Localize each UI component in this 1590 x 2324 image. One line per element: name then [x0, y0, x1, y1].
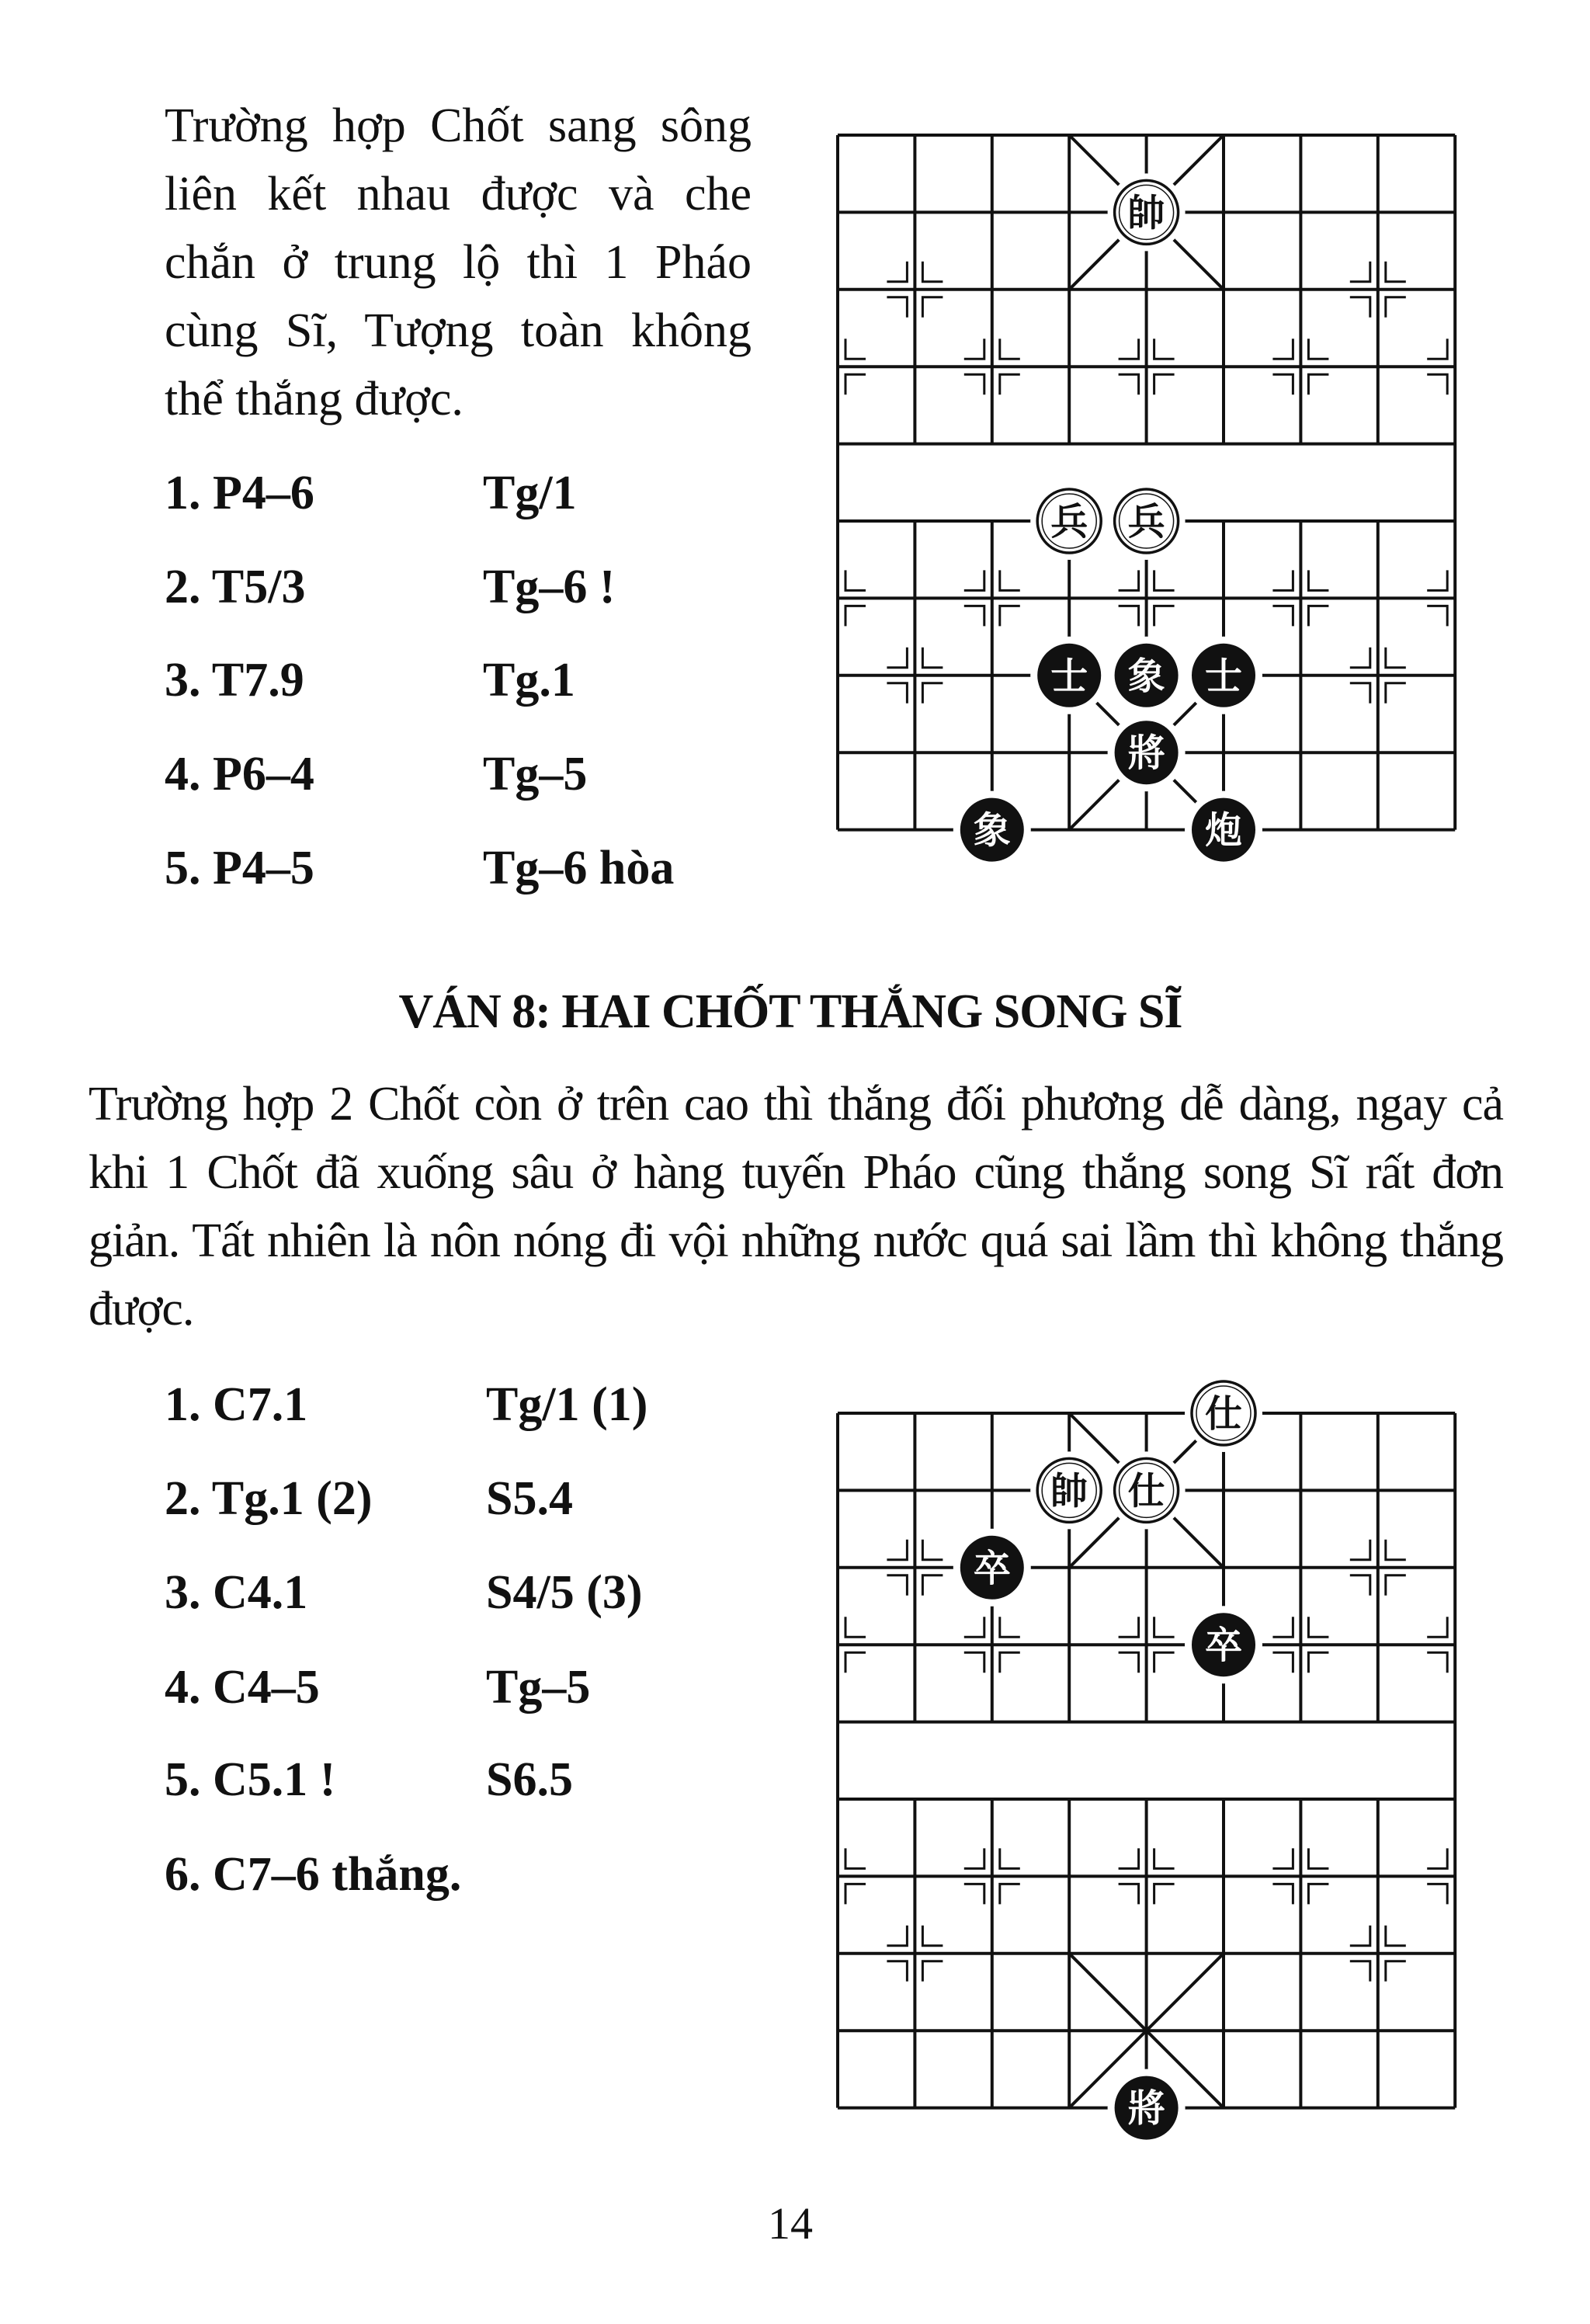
position-marker: [1350, 1926, 1370, 1946]
position-marker: [1386, 683, 1406, 703]
intro-paragraph: Trường hợp Chốt sang sông liên kết nhau được và che chắn ở trung lộ thì 1 Pháo cùng Sĩ, Tượng toàn không thể thắng được.: [165, 99, 752, 426]
position-marker: [1386, 262, 1406, 282]
piece-label: 兵: [1127, 500, 1165, 544]
position-marker: [845, 1848, 866, 1868]
xiangqi-board-2: [838, 1392, 1455, 2131]
position-marker: [1119, 339, 1139, 359]
piece-white: [1185, 1374, 1262, 1452]
position-marker: [964, 1652, 984, 1673]
xiangqi-board-1: [838, 135, 1455, 853]
position-marker: [1386, 1926, 1406, 1946]
position-marker: [1119, 1848, 1139, 1868]
position-marker: [922, 1926, 943, 1946]
position-marker: [922, 262, 943, 282]
position-marker: [1427, 570, 1447, 590]
position-marker: [1350, 1961, 1370, 1982]
position-marker: [1000, 1617, 1020, 1637]
position-marker: [964, 570, 984, 590]
piece-label: 將: [1127, 731, 1165, 776]
intro-move-4-black: Tg–5: [483, 748, 588, 801]
game8-move-2-black: S5.4: [486, 1472, 573, 1525]
position-marker: [1154, 570, 1175, 590]
position-marker: [1272, 606, 1293, 626]
position-marker: [1427, 1884, 1447, 1904]
position-marker: [845, 1652, 866, 1673]
position-marker: [1000, 1652, 1020, 1673]
position-marker: [1119, 570, 1139, 590]
position-marker: [1119, 1617, 1139, 1637]
position-marker: [922, 683, 943, 703]
position-marker: [1308, 374, 1328, 394]
position-marker: [1119, 1884, 1139, 1904]
position-marker: [1272, 1848, 1293, 1868]
position-marker: [845, 1884, 866, 1904]
position-marker: [1000, 570, 1020, 590]
intro-move-1-white: 1. P4–6: [165, 467, 314, 519]
piece-black: [1185, 637, 1262, 714]
piece-black: [1108, 637, 1186, 714]
position-marker: [845, 606, 866, 626]
position-marker: [1119, 606, 1139, 626]
game8-move-1-white: 1. C7.1: [165, 1378, 308, 1431]
position-marker: [1000, 374, 1020, 394]
position-marker: [1350, 1540, 1370, 1560]
piece-label: 卒: [1204, 1624, 1243, 1668]
position-marker: [1000, 606, 1020, 626]
position-marker: [887, 648, 907, 668]
game8-move-5-white: 5. C5.1 !: [165, 1753, 336, 1806]
intro-move-5-white: 5. P4–5: [165, 842, 314, 895]
position-marker: [1427, 1848, 1447, 1868]
position-marker: [1427, 1617, 1447, 1637]
game8-move-4-white: 4. C4–5: [165, 1661, 320, 1714]
position-marker: [1350, 683, 1370, 703]
piece-label: 士: [1204, 654, 1243, 698]
section-heading: VÁN 8: HAI CHỐT THẮNG SONG SĨ: [398, 985, 1182, 1038]
game8-move-1-black: Tg/1 (1): [486, 1378, 648, 1431]
position-marker: [1000, 1884, 1020, 1904]
position-marker: [1119, 374, 1139, 394]
position-marker: [1308, 1884, 1328, 1904]
position-marker: [845, 374, 866, 394]
position-marker: [1427, 1652, 1447, 1673]
position-marker: [1000, 339, 1020, 359]
piece-label: 仕: [1127, 1469, 1165, 1513]
position-marker: [922, 648, 943, 668]
page-number: 14: [768, 2198, 813, 2249]
position-marker: [887, 1961, 907, 1982]
position-marker: [845, 570, 866, 590]
position-marker: [1386, 1961, 1406, 1982]
position-marker: [1350, 1575, 1370, 1596]
game8-move-5-black: S6.5: [486, 1753, 573, 1806]
position-marker: [1308, 606, 1328, 626]
position-marker: [964, 339, 984, 359]
piece-label: 仕: [1204, 1392, 1243, 1436]
position-marker: [1427, 339, 1447, 359]
position-marker: [1386, 1540, 1406, 1560]
game8-move-2-white: 2. Tg.1 (2): [165, 1472, 373, 1525]
game8-move-6-white: 6. C7–6 thắng.: [165, 1848, 462, 1901]
intro-move-5-black: Tg–6 hòa: [483, 842, 675, 895]
piece-black: [1108, 2069, 1186, 2147]
position-marker: [1350, 648, 1370, 668]
position-marker: [1154, 1617, 1175, 1637]
piece-black: [1030, 637, 1108, 714]
game8-move-3-white: 3. C4.1: [165, 1566, 308, 1619]
position-marker: [845, 1617, 866, 1637]
position-marker: [922, 297, 943, 318]
piece-label: 象: [973, 808, 1011, 853]
position-marker: [1154, 606, 1175, 626]
piece-label: 象: [1127, 654, 1165, 698]
position-marker: [1272, 1617, 1293, 1637]
intro-move-3-black: Tg.1: [483, 654, 575, 707]
game8-move-3-black: S4/5 (3): [486, 1566, 643, 1619]
piece-label: 卒: [973, 1546, 1011, 1590]
position-marker: [1272, 339, 1293, 359]
position-marker: [1154, 1652, 1175, 1673]
position-marker: [964, 1848, 984, 1868]
position-marker: [1386, 297, 1406, 318]
piece-black: [1185, 791, 1262, 869]
piece-white: [1108, 1451, 1186, 1529]
game8-move-4-black: Tg–5: [486, 1661, 591, 1714]
position-marker: [887, 1575, 907, 1596]
intro-move-2-white: 2. T5/3: [165, 561, 306, 613]
position-marker: [964, 374, 984, 394]
piece-label: 炮: [1204, 808, 1243, 853]
position-marker: [845, 339, 866, 359]
position-marker: [887, 683, 907, 703]
piece-white: [1108, 482, 1186, 560]
piece-black: [1108, 714, 1186, 791]
position-marker: [1272, 570, 1293, 590]
position-marker: [887, 1926, 907, 1946]
position-marker: [1154, 1848, 1175, 1868]
position-marker: [1272, 374, 1293, 394]
position-marker: [1119, 1652, 1139, 1673]
game8-paragraph: Trường hợp 2 Chốt còn ở trên cao thì thắng đối phương dễ dàng, ngay cả khi 1 Chốt đã xuống sâu ở hàng tuyến Pháo cũng thắng song Sĩ rất đơn giản. Tất nhiên là nôn nóng đi vội những nước quá sai lầm thì không thắng được.: [89, 1078, 1503, 1336]
piece-black: [953, 791, 1031, 869]
intro-move-2-black: Tg–6 !: [483, 561, 616, 613]
piece-black: [953, 1529, 1031, 1607]
intro-move-4-white: 4. P6–4: [165, 748, 314, 801]
position-marker: [922, 1961, 943, 1982]
piece-label: 兵: [1050, 500, 1088, 544]
position-marker: [1154, 339, 1175, 359]
position-marker: [1386, 648, 1406, 668]
position-marker: [922, 1575, 943, 1596]
position-marker: [887, 1540, 907, 1560]
position-marker: [887, 262, 907, 282]
position-marker: [922, 1540, 943, 1560]
position-marker: [1272, 1652, 1293, 1673]
position-marker: [1308, 1652, 1328, 1673]
piece-white: [1030, 1451, 1108, 1529]
piece-white: [1030, 482, 1108, 560]
position-marker: [964, 1884, 984, 1904]
intro-move-3-white: 3. T7.9: [165, 654, 304, 707]
position-marker: [1350, 262, 1370, 282]
piece-label: 帥: [1127, 191, 1165, 235]
position-marker: [1427, 606, 1447, 626]
piece-black: [1185, 1606, 1262, 1683]
position-marker: [1154, 374, 1175, 394]
position-marker: [887, 297, 907, 318]
position-marker: [1308, 570, 1328, 590]
position-marker: [1154, 1884, 1175, 1904]
piece-label: 將: [1127, 2086, 1165, 2131]
position-marker: [1308, 339, 1328, 359]
piece-white: [1108, 173, 1186, 251]
position-marker: [1386, 1575, 1406, 1596]
position-marker: [1350, 297, 1370, 318]
position-marker: [1000, 1848, 1020, 1868]
position-marker: [964, 606, 984, 626]
piece-label: 士: [1050, 654, 1088, 698]
position-marker: [964, 1617, 984, 1637]
position-marker: [1272, 1884, 1293, 1904]
intro-move-1-black: Tg/1: [483, 467, 577, 519]
position-marker: [1308, 1617, 1328, 1637]
position-marker: [1308, 1848, 1328, 1868]
piece-label: 帥: [1050, 1469, 1088, 1513]
position-marker: [1427, 374, 1447, 394]
